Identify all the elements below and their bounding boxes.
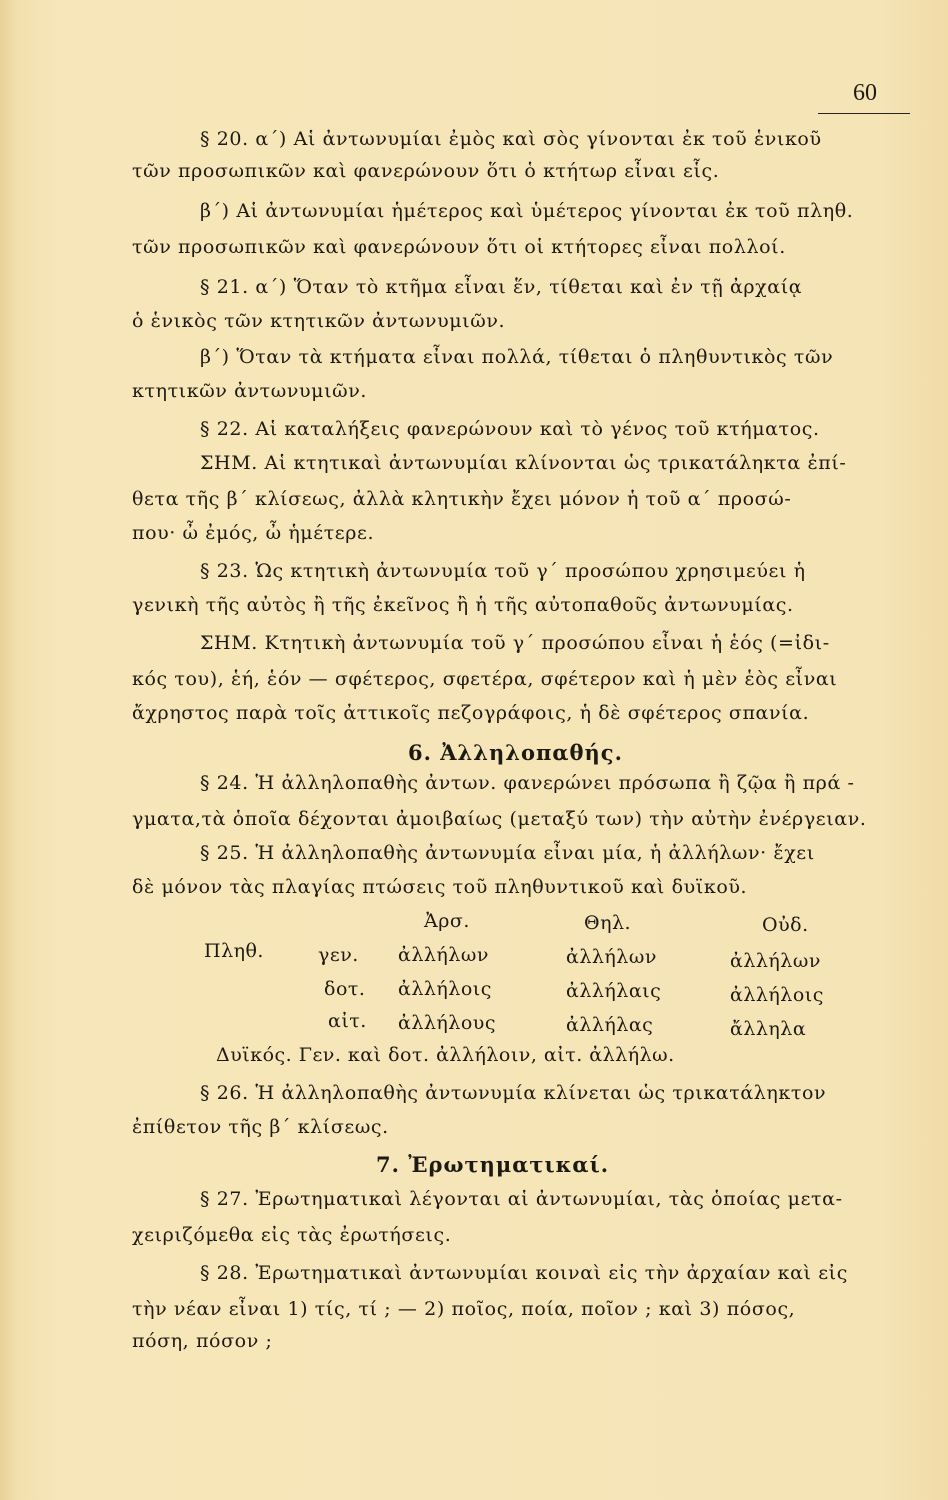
text-line: ὁ ἑνικὸς τῶν κτητικῶν ἀντωνυμιῶν. bbox=[132, 310, 506, 332]
text-line: § 24. Ἡ ἀλληλοπαθὴς ἀντων. φανερώνει πρόσωπα ἢ ζῷα ἢ πρά - bbox=[200, 772, 855, 794]
text-line: § 23. Ὡς κτητικὴ ἀντωνυμία τοῦ γ΄ προσώπου χρησιμεύει ἡ bbox=[200, 560, 806, 582]
text-line: πόση, πόσον ; bbox=[132, 1330, 273, 1352]
text-line: § 26. Ἡ ἀλληλοπαθὴς ἀντωνυμία κλίνεται ὡς τρικατάληκτον bbox=[200, 1082, 827, 1104]
text-line: § 21. α΄) Ὅταν τὸ κτῆμα εἶναι ἕν, τίθεται καὶ ἐν τῇ ἀρχαίᾳ bbox=[200, 276, 803, 298]
text-line: τῶν προσωπικῶν καὶ φανερώνουν ὅτι ὁ κτήτωρ εἶναι εἷς. bbox=[132, 160, 720, 182]
text-line: κός του), ἑή, ἑόν — σφέτερος, σφετέρα, σφέτερον καὶ ἡ μὲν ἑὸς εἶναι bbox=[132, 668, 838, 690]
text-line: γενικὴ τῆς αὐτὸς ἢ τῆς ἐκεῖνος ἢ ἡ τῆς αὐτοπαθοῦς ἀντωνυμίας. bbox=[132, 594, 794, 616]
table-header: Ἀρσ. bbox=[424, 910, 470, 932]
table-header: Θηλ. bbox=[584, 912, 632, 934]
text-line: ἄχρηστος παρὰ τοῖς ἀττικοῖς πεζογράφοις, ἡ δὲ σφέτερος σπανία. bbox=[132, 702, 810, 724]
table-number-label: Πληθ. bbox=[204, 940, 264, 962]
text-line: § 22. Αἱ καταλήξεις φανερώνουν καὶ τὸ γένος τοῦ κτήματος. bbox=[200, 418, 820, 440]
text-line: ΣΗΜ. Αἱ κτητικαὶ ἀντωνυμίαι κλίνονται ὡς τρικατάληκτα ἐπί- bbox=[200, 452, 847, 474]
table-cell: ἀλλήλων bbox=[566, 946, 657, 968]
text-line: τῶν προσωπικῶν καὶ φανερώνουν ὅτι οἱ κτήτορες εἶναι πολλοί. bbox=[132, 236, 786, 258]
table-cell: ἀλλήλων bbox=[398, 944, 489, 966]
text-line: ἐπίθετον τῆς β΄ κλίσεως. bbox=[132, 1116, 389, 1138]
table-header: Οὐδ. bbox=[762, 914, 809, 936]
text-line: δὲ μόνον τὰς πλαγίας πτώσεις τοῦ πληθυντικοῦ καὶ δυϊκοῦ. bbox=[132, 876, 748, 898]
table-dual-line: Δυϊκός. Γεν. καὶ δοτ. ἀλλήλοιν, αἰτ. ἀλλήλω. bbox=[216, 1044, 675, 1066]
text-line: γματα,τὰ ὁποῖα δέχονται ἀμοιβαίως (μεταξύ των) τὴν αὐτὴν ἐνέργειαν. bbox=[132, 808, 867, 830]
text-line: κτητικῶν ἀντωνυμιῶν. bbox=[132, 380, 368, 402]
table-cell: ἀλλήλων bbox=[730, 950, 821, 972]
text-line: που· ὦ ἐμός, ὦ ἡμέτερε. bbox=[132, 522, 375, 544]
text-line: ΣΗΜ. Κτητικὴ ἀντωνυμία τοῦ γ΄ προσώπου εἶναι ἡ ἑός (=ἰδι- bbox=[200, 632, 830, 654]
header-rule bbox=[818, 113, 910, 114]
text-line: β΄) Ὅταν τὰ κτήματα εἶναι πολλά, τίθεται ὁ πληθυντικὸς τῶν bbox=[200, 346, 834, 368]
table-cell: ἀλλήλαις bbox=[566, 980, 662, 1002]
text-line: § 28. Ἐρωτηματικαὶ ἀντωνυμίαι κοιναὶ εἰς τὴν ἀρχαίαν καὶ εἰς bbox=[200, 1262, 848, 1284]
text-line: τὴν νέαν εἶναι 1) τίς, τί ; — 2) ποῖος, ποία, ποῖον ; καὶ 3) πόσος, bbox=[132, 1298, 796, 1320]
table-cell: ἀλλήλας bbox=[566, 1014, 654, 1036]
text-line: § 27. Ἐρωτηματικαὶ λέγονται αἱ ἀντωνυμίαι, τὰς ὁποίας μετα- bbox=[200, 1188, 843, 1210]
text-line: § 25. Ἡ ἀλληλοπαθὴς ἀντωνυμία εἶναι μία, ἡ ἀλλήλων· ἔχει bbox=[200, 842, 815, 864]
table-cell: ἀλλήλους bbox=[398, 1012, 496, 1034]
text-line: χειριζόμεθα εἰς τὰς ἐρωτήσεις. bbox=[132, 1224, 452, 1246]
table-case-label: γεν. bbox=[318, 944, 359, 966]
table-cell: ἄλληλα bbox=[730, 1018, 807, 1040]
table-case-label: αἰτ. bbox=[328, 1010, 367, 1032]
section-heading: 7. Ἐρωτηματικαί. bbox=[376, 1152, 610, 1177]
text-line: θετα τῆς β΄ κλίσεως, ἀλλὰ κλητικὴν ἔχει μόνον ἡ τοῦ α΄ προσώ- bbox=[132, 488, 792, 510]
table-cell: ἀλλήλοις bbox=[398, 978, 492, 1000]
page-number: 60 bbox=[853, 80, 877, 106]
text-line: β΄) Αἱ ἀντωνυμίαι ἡμέτερος καὶ ὑμέτερος γίνονται ἐκ τοῦ πληθ. bbox=[200, 200, 854, 222]
section-heading: 6. Ἀλληλοπαθής. bbox=[408, 740, 623, 765]
table-cell: ἀλλήλοις bbox=[730, 984, 824, 1006]
table-case-label: δοτ. bbox=[324, 978, 366, 1000]
text-line: § 20. α΄) Αἱ ἀντωνυμίαι ἐμὸς καὶ σὸς γίνονται ἐκ τοῦ ἑνικοῦ bbox=[200, 128, 822, 150]
